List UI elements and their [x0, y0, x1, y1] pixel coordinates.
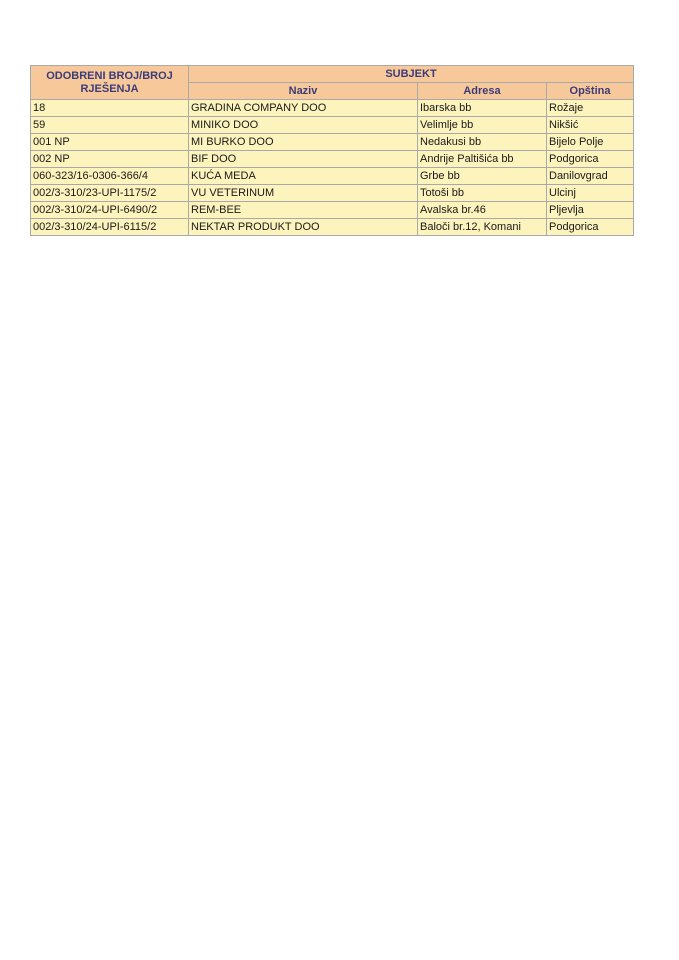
cell-adresa: Andrije Paltišića bb [418, 151, 547, 168]
cell-naziv: MI BURKO DOO [189, 134, 418, 151]
cell-opstina: Ulcinj [547, 185, 634, 202]
cell-opstina: Podgorica [547, 151, 634, 168]
table-row [31, 134, 634, 151]
cell-opstina: Rožaje [547, 100, 634, 117]
table-row [31, 100, 634, 117]
cell-broj: 59 [31, 117, 189, 134]
cell-adresa: Ibarska bb [418, 100, 547, 117]
cell-naziv: VU VETERINUM [189, 185, 418, 202]
cell-opstina: Pljevlja [547, 202, 634, 219]
table-row [31, 151, 634, 168]
table-body [31, 100, 634, 236]
cell-opstina: Podgorica [547, 219, 634, 236]
cell-naziv: KUĆA MEDA [189, 168, 418, 185]
table-header [31, 66, 634, 100]
cell-adresa: Baloči br.12, Komani [418, 219, 547, 236]
cell-adresa: Velimlje bb [418, 117, 547, 134]
cell-opstina: Danilovgrad [547, 168, 634, 185]
header-opstina: Opština [547, 83, 634, 100]
cell-broj: 002/3-310/24-UPI-6115/2 [31, 219, 189, 236]
header-naziv: Naziv [189, 83, 418, 100]
cell-naziv: REM-BEE [189, 202, 418, 219]
table-row [31, 117, 634, 134]
cell-broj: 002/3-310/23-UPI-1175/2 [31, 185, 189, 202]
cell-adresa: Nedakusi bb [418, 134, 547, 151]
header-subjekt: SUBJEKT [189, 66, 634, 83]
header-adresa: Adresa [418, 83, 547, 100]
cell-broj: 001 NP [31, 134, 189, 151]
cell-broj: 002/3-310/24-UPI-6490/2 [31, 202, 189, 219]
cell-broj: 18 [31, 100, 189, 117]
cell-adresa: Avalska br.46 [418, 202, 547, 219]
cell-naziv: MINIKO DOO [189, 117, 418, 134]
cell-naziv: BIF DOO [189, 151, 418, 168]
cell-adresa: Grbe bb [418, 168, 547, 185]
cell-opstina: Bijelo Polje [547, 134, 634, 151]
table-row [31, 185, 634, 202]
cell-adresa: Totoši bb [418, 185, 547, 202]
table-row [31, 168, 634, 185]
cell-broj: 002 NP [31, 151, 189, 168]
registry-table [30, 65, 634, 236]
table-row [31, 202, 634, 219]
header-odobreni-broj: ODOBRENI BROJ/BROJ RJEŠENJA [31, 66, 189, 100]
cell-naziv: GRADINA COMPANY DOO [189, 100, 418, 117]
cell-broj: 060-323/16-0306-366/4 [31, 168, 189, 185]
cell-opstina: Nikšić [547, 117, 634, 134]
table-row [31, 219, 634, 236]
cell-naziv: NEKTAR PRODUKT DOO [189, 219, 418, 236]
